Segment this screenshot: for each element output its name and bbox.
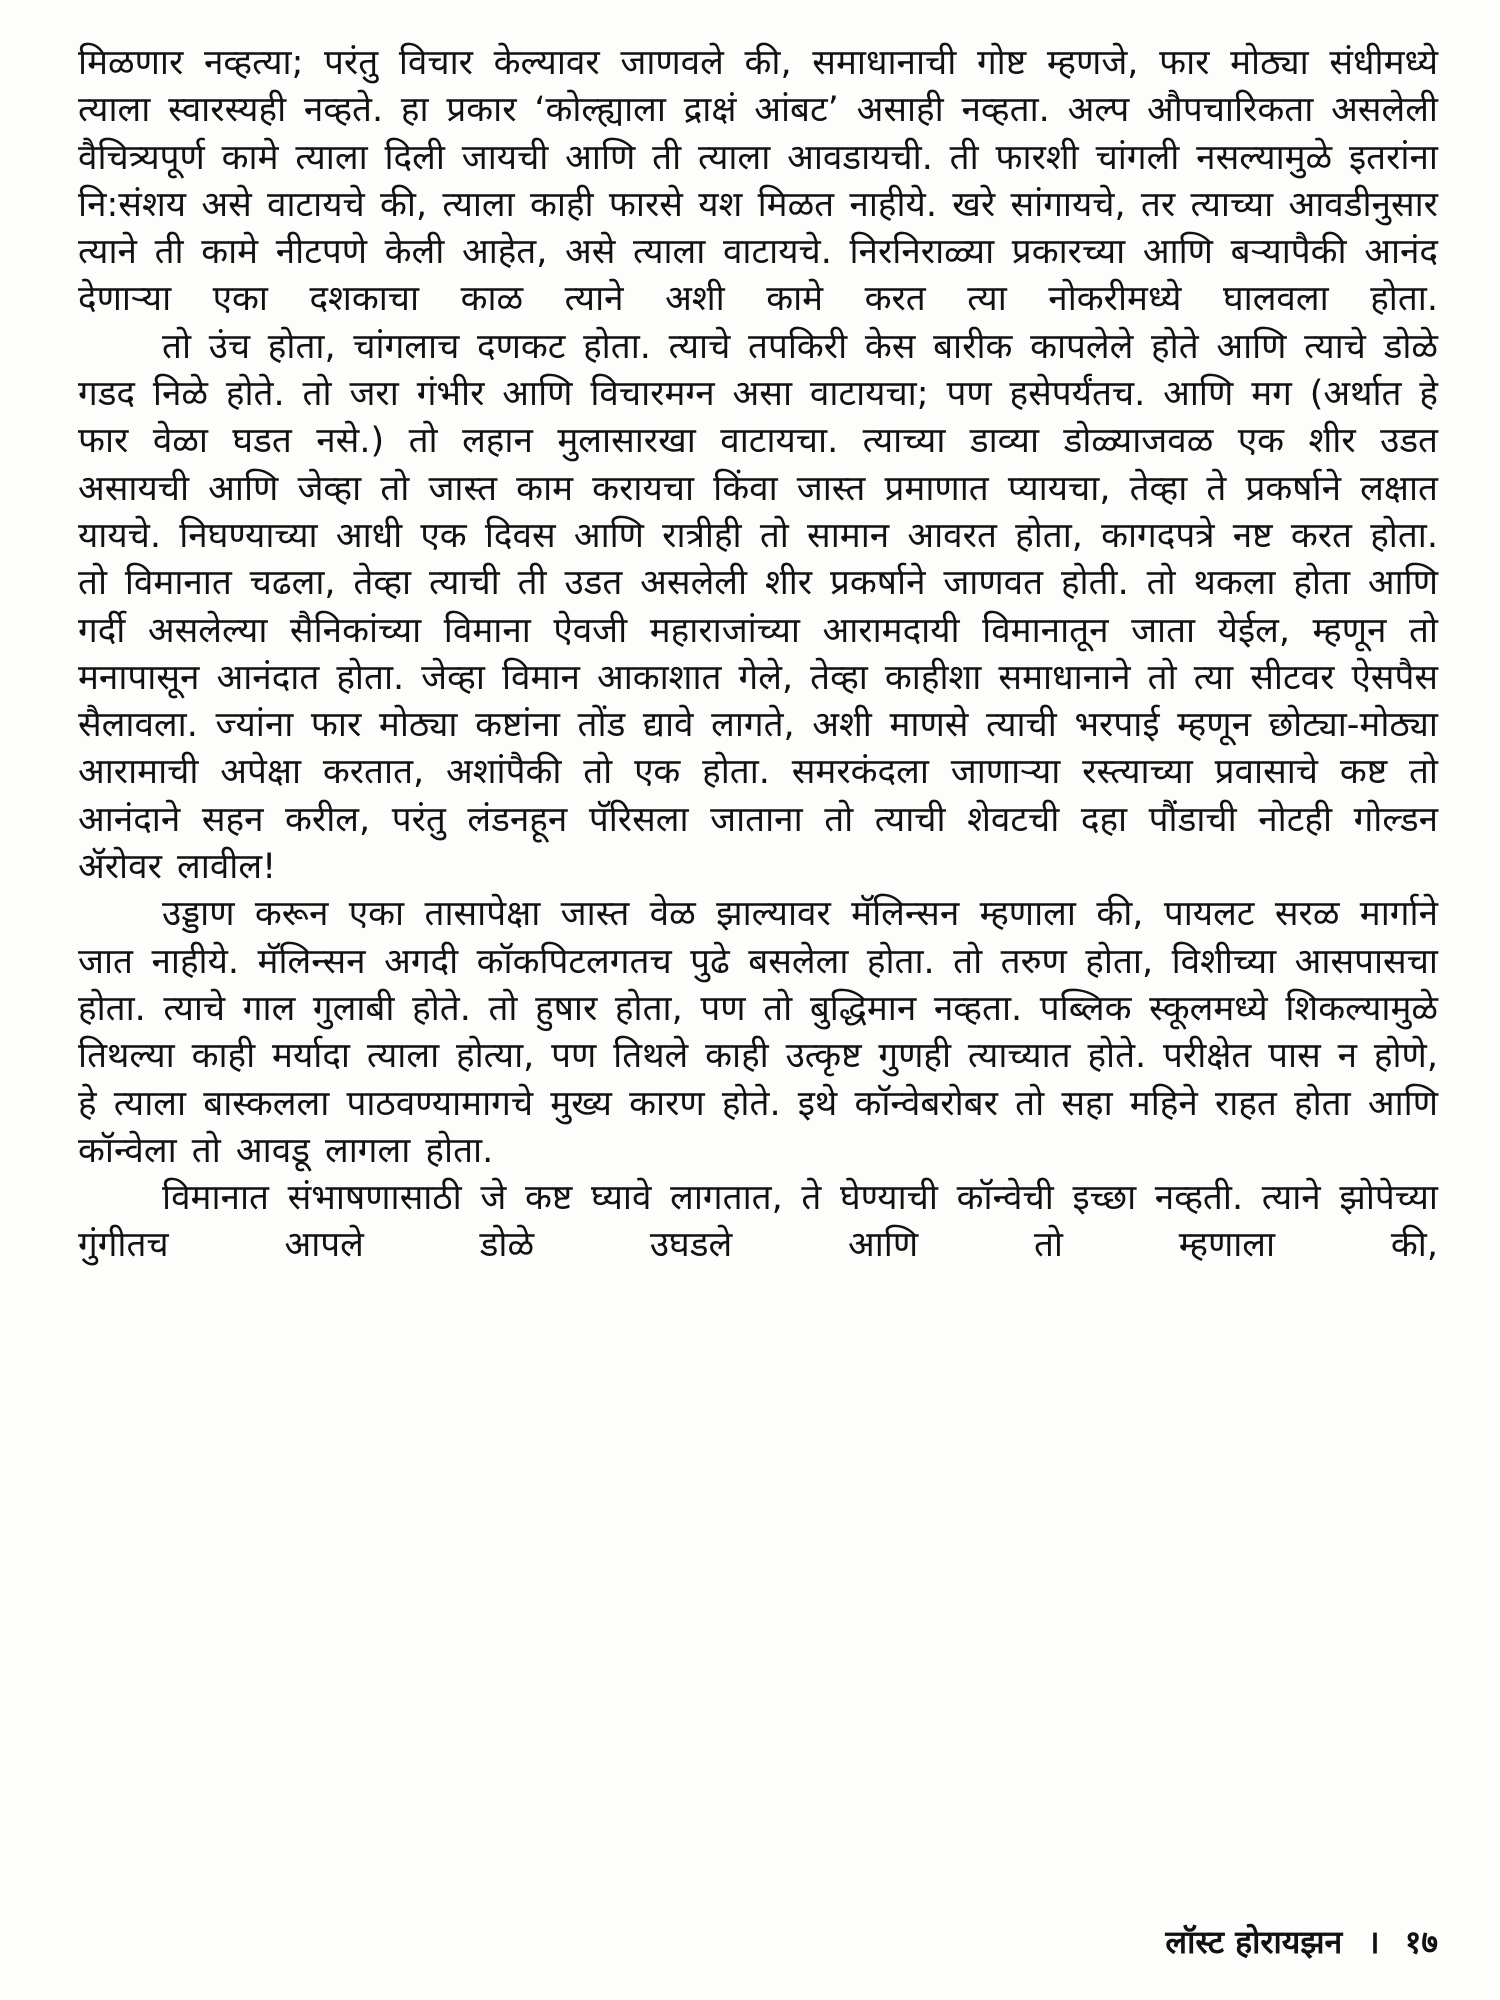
running-title: लॉस्ट होरायझन bbox=[1165, 1923, 1343, 1961]
page-number: १७ bbox=[1404, 1923, 1438, 1961]
paragraph: मिळणार नव्हत्या; परंतु विचार केल्यावर जाणवले की, समाधानाची गोष्ट म्हणजे, फार मोठ्या संधीमध्ये त्याला स्वारस्यही नव्हते. हा प्रकार ‘कोल्ह्याला द्राक्षं आंबट’ असाही नव्हता. अल्प औपचारिकता असलेली वैचित्र्यपूर्ण कामे त्याला दिली जायची आणि ती त्याला आवडायची. ती फारशी चांगली नसल्यामुळे इतरांना नि:संशय असे वाटायचे की, त्याला काही फारसे यश मिळत नाहीये. खरे सांगायचे, तर त्याच्या आवडीनुसार त्याने ती कामे नीटपणे केली आहेत, असे त्याला वाटायचे. निरनिराळ्या प्रकारच्या आणि बऱ्यापैकी आनंद देणाऱ्या एका दशकाचा काळ त्याने अशी कामे करत त्या नोकरीमध्ये घालवला होता. bbox=[78, 43, 1438, 320]
body-text bbox=[78, 40, 1438, 1270]
paragraph: तो उंच होता, चांगलाच दणकट होता. त्याचे तपकिरी केस बारीक कापलेले होते आणि त्याचे डोळे गडद निळे होते. तो जरा गंभीर आणि विचारमग्न असा वाटायचा; पण हसेपर्यंतच. आणि मग (अर्थात हे फार वेळा घडत नसे.) तो लहान मुलासारखा वाटायचा. त्याच्या डाव्या डोळ्याजवळ एक शीर उडत असायची आणि जेव्हा तो जास्त काम करायचा किंवा जास्त प्रमाणात प्यायचा, तेव्हा ते प्रकर्षाने लक्षात यायचे. निघण्याच्या आधी एक दिवस आणि रात्रीही तो सामान आवरत होता, कागदपत्रे नष्ट करत होता. तो विमानात चढला, तेव्हा त्याची ती उडत असलेली शीर प्रकर्षाने जाणवत होती. तो थकला होता आणि गर्दी असलेल्या सैनिकांच्या विमाना ऐवजी महाराजांच्या आरामदायी विमानातून जाता येईल, म्हणून तो मनापासून आनंदात होता. जेव्हा विमान आकाशात गेले, तेव्हा काहीशा समाधानाने तो त्या सीटवर ऐसपैस सैलावला. ज्यांना फार मोठ्या कष्टांना तोंड द्यावे लागते, अशी माणसे त्याची भरपाई म्हणून छोट्या-मोठ्या आरामाची अपेक्षा करतात, अशांपैकी तो एक होता. समरकंदला जाणाऱ्या रस्त्याच्या प्रवासाचे कष्ट तो आनंदाने सहन करील, परंतु लंडनहून पॅरिसला जाताना तो त्याची शेवटची दहा पौंडाची नोटही गोल्डन ॲरोवर लावील! bbox=[78, 326, 1438, 888]
paragraph: विमानात संभाषणासाठी जे कष्ट घ्यावे लागतात, ते घेण्याची कॉन्वेची इच्छा नव्हती. त्याने झोपेच्या गुंगीतच आपले डोळे उघडले आणि तो म्हणाला की, bbox=[78, 1178, 1438, 1266]
footer-separator: । bbox=[1367, 1923, 1380, 1961]
page-footer bbox=[1165, 1922, 1438, 1962]
paragraph: उड्डाण करून एका तासापेक्षा जास्त वेळ झाल्यावर मॅलिन्सन म्हणाला की, पायलट सरळ मार्गाने जात नाहीये. मॅलिन्सन अगदी कॉकपिटलगतच पुढे बसलेला होता. तो तरुण होता, विशीच्या आसपासचा होता. त्याचे गाल गुलाबी होते. तो हुषार होता, पण तो बुद्धिमान नव्हता. पब्लिक स्कूलमध्ये शिकल्यामुळे तिथल्या काही मर्यादा त्याला होत्या, पण तिथले काही उत्कृष्ट गुणही त्याच्यात होते. परीक्षेत पास न होणे, हे त्याला बास्कलला पाठवण्यामागचे मुख्य कारण होते. इथे कॉन्वेबरोबर तो सहा महिने राहत होता आणि कॉन्वेला तो आवडू लागला होता. bbox=[78, 894, 1438, 1171]
